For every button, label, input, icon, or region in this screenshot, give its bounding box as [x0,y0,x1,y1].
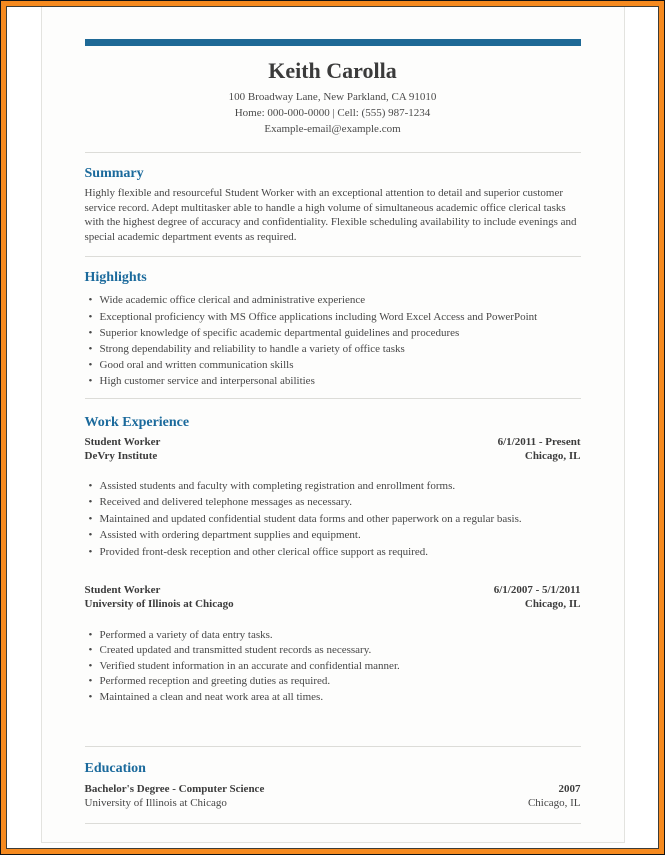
job-header [85,435,581,464]
section-divider [85,746,581,747]
contact-address: 100 Broadway Lane, New Parkland, CA 91010 [228,91,437,103]
candidate-name: Keith Carolla [268,58,397,83]
highlight-item: • Strong dependability and reliability to handle a variety of office tasks [85,341,581,357]
accent-bar [85,39,581,46]
job-bullet-list [85,478,581,561]
section-divider [85,152,581,153]
work-experience-heading: Work Experience [84,414,190,430]
job-bullet: • Assisted students and faculty with completing registration and enrollment forms. [85,478,581,495]
summary-text: Highly flexible and resourceful Student Worker with an exceptional attention to detail and superior customer service record. Adept multitasker able to handle a high volume of simultaneous academic office clerical tasks with the highest degree of accuracy and confidentiality. Flexible scheduling availability to include evenings and special academic department events as required. [84,187,577,243]
highlight-item: • High customer service and interpersonal abilities [85,373,581,389]
highlight-item: • Superior knowledge of specific academic departmental guidelines and procedures [85,325,581,341]
education-year: 2007 [558,782,581,795]
work-experience-section [85,415,581,706]
summary-section [85,166,581,244]
job-header [85,583,581,612]
job-dates: 6/1/2011 - Present [497,435,581,448]
highlight-item: • Good oral and written communication skills [85,357,581,373]
contact-phone: Home: 000-000-0000 | Cell: (555) 987-1234 [234,107,431,119]
job-dates: 6/1/2007 - 5/1/2011 [493,583,581,596]
inner-frame [6,6,659,849]
education-location: Chicago, IL [527,797,581,810]
job-entry [85,583,581,706]
job-location: Chicago, IL [524,450,581,463]
highlights-section [85,270,581,389]
job-company: University of Illinois at Chicago [84,598,234,611]
highlight-item: • Wide academic office clerical and administrative experience [85,292,581,308]
job-company: DeVry Institute [84,450,158,463]
job-title: Student Worker [84,583,161,596]
education-heading: Education [84,760,146,776]
section-divider [85,398,581,399]
highlights-list [85,292,581,389]
section-divider [85,823,581,824]
job-bullet: • Received and delivered telephone messages as necessary. [85,494,581,511]
job-entry [85,435,581,561]
job-bullet: • Provided front-desk reception and other clerical office support as required. [85,544,581,561]
education-school: University of Illinois at Chicago [84,797,227,810]
education-entry [85,782,581,811]
job-title: Student Worker [84,435,161,448]
job-bullet-list [85,628,581,706]
resume-page [41,7,625,843]
orange-frame-border [1,1,664,854]
job-bullet: • Maintained a clean and neat work area at all times. [85,690,581,706]
job-bullet: • Created updated and transmitted student records as necessary. [85,643,581,659]
job-bullet: • Verified student information in an accurate and confidential manner. [85,659,581,675]
contact-email: Example-email@example.com [264,123,401,135]
education-degree: Bachelor's Degree - Computer Science [84,782,265,795]
job-location: Chicago, IL [524,598,581,611]
contact-block [85,89,581,137]
highlights-heading: Highlights [84,270,147,286]
job-bullet: • Performed a variety of data entry tasks. [85,628,581,644]
summary-heading: Summary [84,166,144,181]
job-bullet: • Assisted with ordering department supplies and equipment. [85,527,581,544]
job-bullet: • Performed reception and greeting duties as required. [85,674,581,690]
section-divider [85,256,581,257]
job-bullet: • Maintained and updated confidential student data forms and other paperwork on a regular basis. [85,511,581,528]
highlight-item: • Exceptional proficiency with MS Office applications including Word Excel Access and PowerPoint [85,309,581,325]
education-section [85,761,581,811]
